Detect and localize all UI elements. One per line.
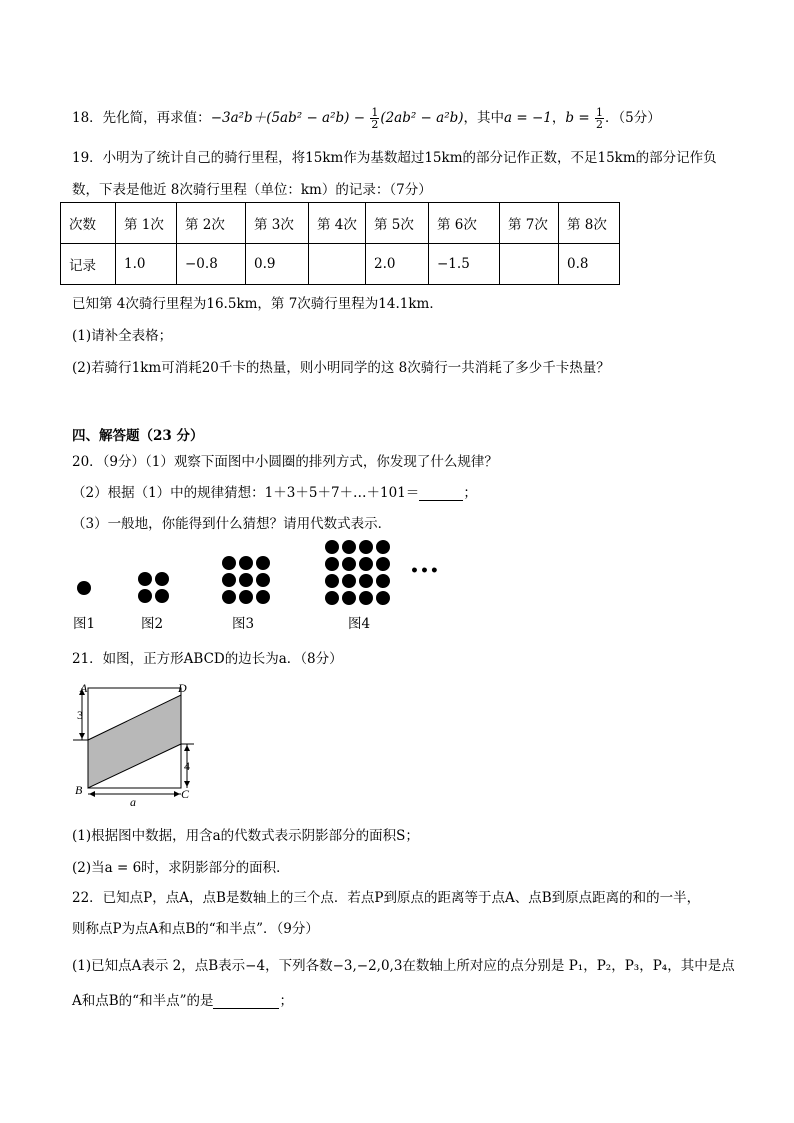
table-cell: 第 6次 — [429, 203, 500, 244]
q21-sub2: (2)当a = 6时，求阴影部分的面积． — [72, 860, 290, 876]
table-cell: 第 8次 — [559, 203, 620, 244]
dot — [325, 557, 339, 571]
dot — [138, 572, 152, 586]
arrow-head — [184, 745, 190, 751]
dot — [325, 574, 339, 588]
dot — [325, 591, 339, 605]
q20-line1: 20．（9分）（1）观察下面图中小圆圈的排列方式，你发现了什么规律？ — [72, 454, 498, 470]
table-cell: 记录 — [61, 244, 116, 285]
q18-b-num: 1 — [595, 106, 603, 119]
dot — [359, 591, 373, 605]
table-cell: 第 3次 — [246, 203, 309, 244]
dot — [256, 556, 270, 570]
ellipsis-marker: ••• — [410, 563, 440, 579]
dot — [239, 573, 253, 587]
label-A: A — [80, 681, 88, 695]
figure-caption: 图2 — [141, 616, 164, 632]
section-heading: 四、解答题（23 分） — [72, 428, 204, 444]
dot — [239, 556, 253, 570]
q19-sub1: (1)请补全表格； — [72, 328, 173, 344]
table-cell — [500, 244, 559, 285]
q18-frac-b — [595, 107, 604, 130]
table-cell: 1.0 — [116, 244, 177, 285]
label-C: C — [181, 787, 190, 801]
table-cell: 0.9 — [246, 244, 309, 285]
q22-line4-end: ； — [279, 993, 293, 1009]
dot — [342, 591, 356, 605]
q18-line — [72, 106, 661, 130]
figure-caption: 图3 — [232, 616, 255, 632]
dot — [325, 540, 339, 554]
label-3: 3 — [77, 708, 83, 722]
dot — [376, 540, 390, 554]
dot — [376, 557, 390, 571]
dot — [256, 590, 270, 604]
q21-line1: 21．如图，正方形ABCD的边长为a．（8分） — [72, 651, 343, 667]
dot — [256, 573, 270, 587]
arrow-head — [89, 791, 95, 797]
q22-line4 — [72, 989, 293, 1009]
dot — [342, 557, 356, 571]
label-4: 4 — [184, 759, 190, 773]
q18-frac-den: 2 — [371, 118, 379, 131]
q18-sep: ， — [551, 110, 566, 126]
table-cell: 第 7次 — [500, 203, 559, 244]
figure-caption: 图4 — [348, 616, 371, 632]
dot — [239, 590, 253, 604]
arrow-head — [79, 733, 85, 739]
q18-prefix: 18．先化简，再求值： — [72, 110, 211, 126]
label-D: D — [178, 681, 187, 695]
dot — [155, 572, 169, 586]
arrow-head — [174, 791, 180, 797]
table-row — [61, 203, 620, 244]
table-cell: −0.8 — [177, 244, 246, 285]
dot — [376, 574, 390, 588]
q18-frac-num: 1 — [371, 106, 379, 119]
q20-line2-text: （2）根据（1）中的规律猜想：1＋3＋5＋7＋…＋101＝ — [72, 485, 420, 501]
q18-where: ，其中 — [463, 110, 505, 126]
table-cell: 0.8 — [559, 244, 620, 285]
dot — [359, 557, 373, 571]
label-B: B — [75, 783, 83, 797]
dot — [342, 574, 356, 588]
q19-known: 已知第 4次骑行里程为16.5km，第 7次骑行里程为14.1km． — [72, 296, 443, 312]
table-cell: 第 1次 — [116, 203, 177, 244]
table-cell: 第 5次 — [366, 203, 429, 244]
q22-line2: 则称点P为点A和点B的“和半点”．（9分） — [72, 921, 319, 937]
q18-expr-b: (2ab² − a²b) — [380, 110, 464, 126]
q20-line2-end: ； — [463, 485, 477, 501]
q19-line2: 数，下表是他近 8次骑行里程（单位：km）的记录：（7分） — [72, 182, 432, 198]
q18-b-den: 2 — [595, 118, 603, 131]
table-row — [61, 244, 620, 285]
answer-blank — [213, 994, 279, 1009]
q18-a-val: a = −1 — [504, 110, 552, 126]
dot — [359, 540, 373, 554]
dot — [376, 591, 390, 605]
record-table — [60, 202, 620, 285]
dot — [222, 590, 236, 604]
q18-b-val: b = — [565, 110, 590, 126]
q22-line1: 22．已知点P，点A，点B是数轴上的三个点．若点P到原点的距离等于点A、点B到原点距离的和的一半， — [72, 890, 701, 906]
q18-score: ．（5分） — [604, 110, 661, 126]
q18-frac-half — [370, 107, 379, 130]
dot — [138, 589, 152, 603]
q20-line3: （3）一般地，你能得到什么猜想？请用代数式表示． — [72, 516, 392, 532]
dot — [155, 589, 169, 603]
dot — [342, 540, 356, 554]
dot — [77, 581, 91, 595]
q20-line2 — [72, 481, 477, 501]
table-cell — [309, 244, 366, 285]
answer-blank — [419, 486, 463, 501]
figure-caption: 图1 — [73, 616, 96, 632]
table-cell: 第 2次 — [177, 203, 246, 244]
q18-expr-a: −3a²b＋(5ab² − a²b) − — [210, 110, 366, 126]
q21-sub1: (1)根据图中数据，用含a的代数式表示阴影部分的面积S； — [72, 828, 419, 844]
table-cell: 2.0 — [366, 244, 429, 285]
shaded-parallelogram — [88, 695, 181, 788]
dot — [222, 556, 236, 570]
square-diagram — [68, 678, 208, 808]
q19-sub2: (2)若骑行1km可消耗20千卡的热量，则小明同学的这 8次骑行一共消耗了多少千卡热量？ — [72, 360, 610, 376]
label-a: a — [130, 795, 136, 808]
table-cell: 第 4次 — [309, 203, 366, 244]
q22-line4-text: A和点B的“和半点”的是 — [72, 993, 214, 1009]
dot — [359, 574, 373, 588]
q19-line1: 19．小明为了统计自己的骑行里程，将15km作为基数超过15km的部分记作正数，不足15km的部分记作负 — [72, 150, 717, 166]
dot — [222, 573, 236, 587]
q22-line3: (1)已知点A表示 2，点B表示−4，下列各数−3,−2,0,3在数轴上所对应的点分别是 P₁，P₂，P₃，P₄，其中是点 — [72, 958, 735, 974]
table-cell: −1.5 — [429, 244, 500, 285]
table-cell: 次数 — [61, 203, 116, 244]
